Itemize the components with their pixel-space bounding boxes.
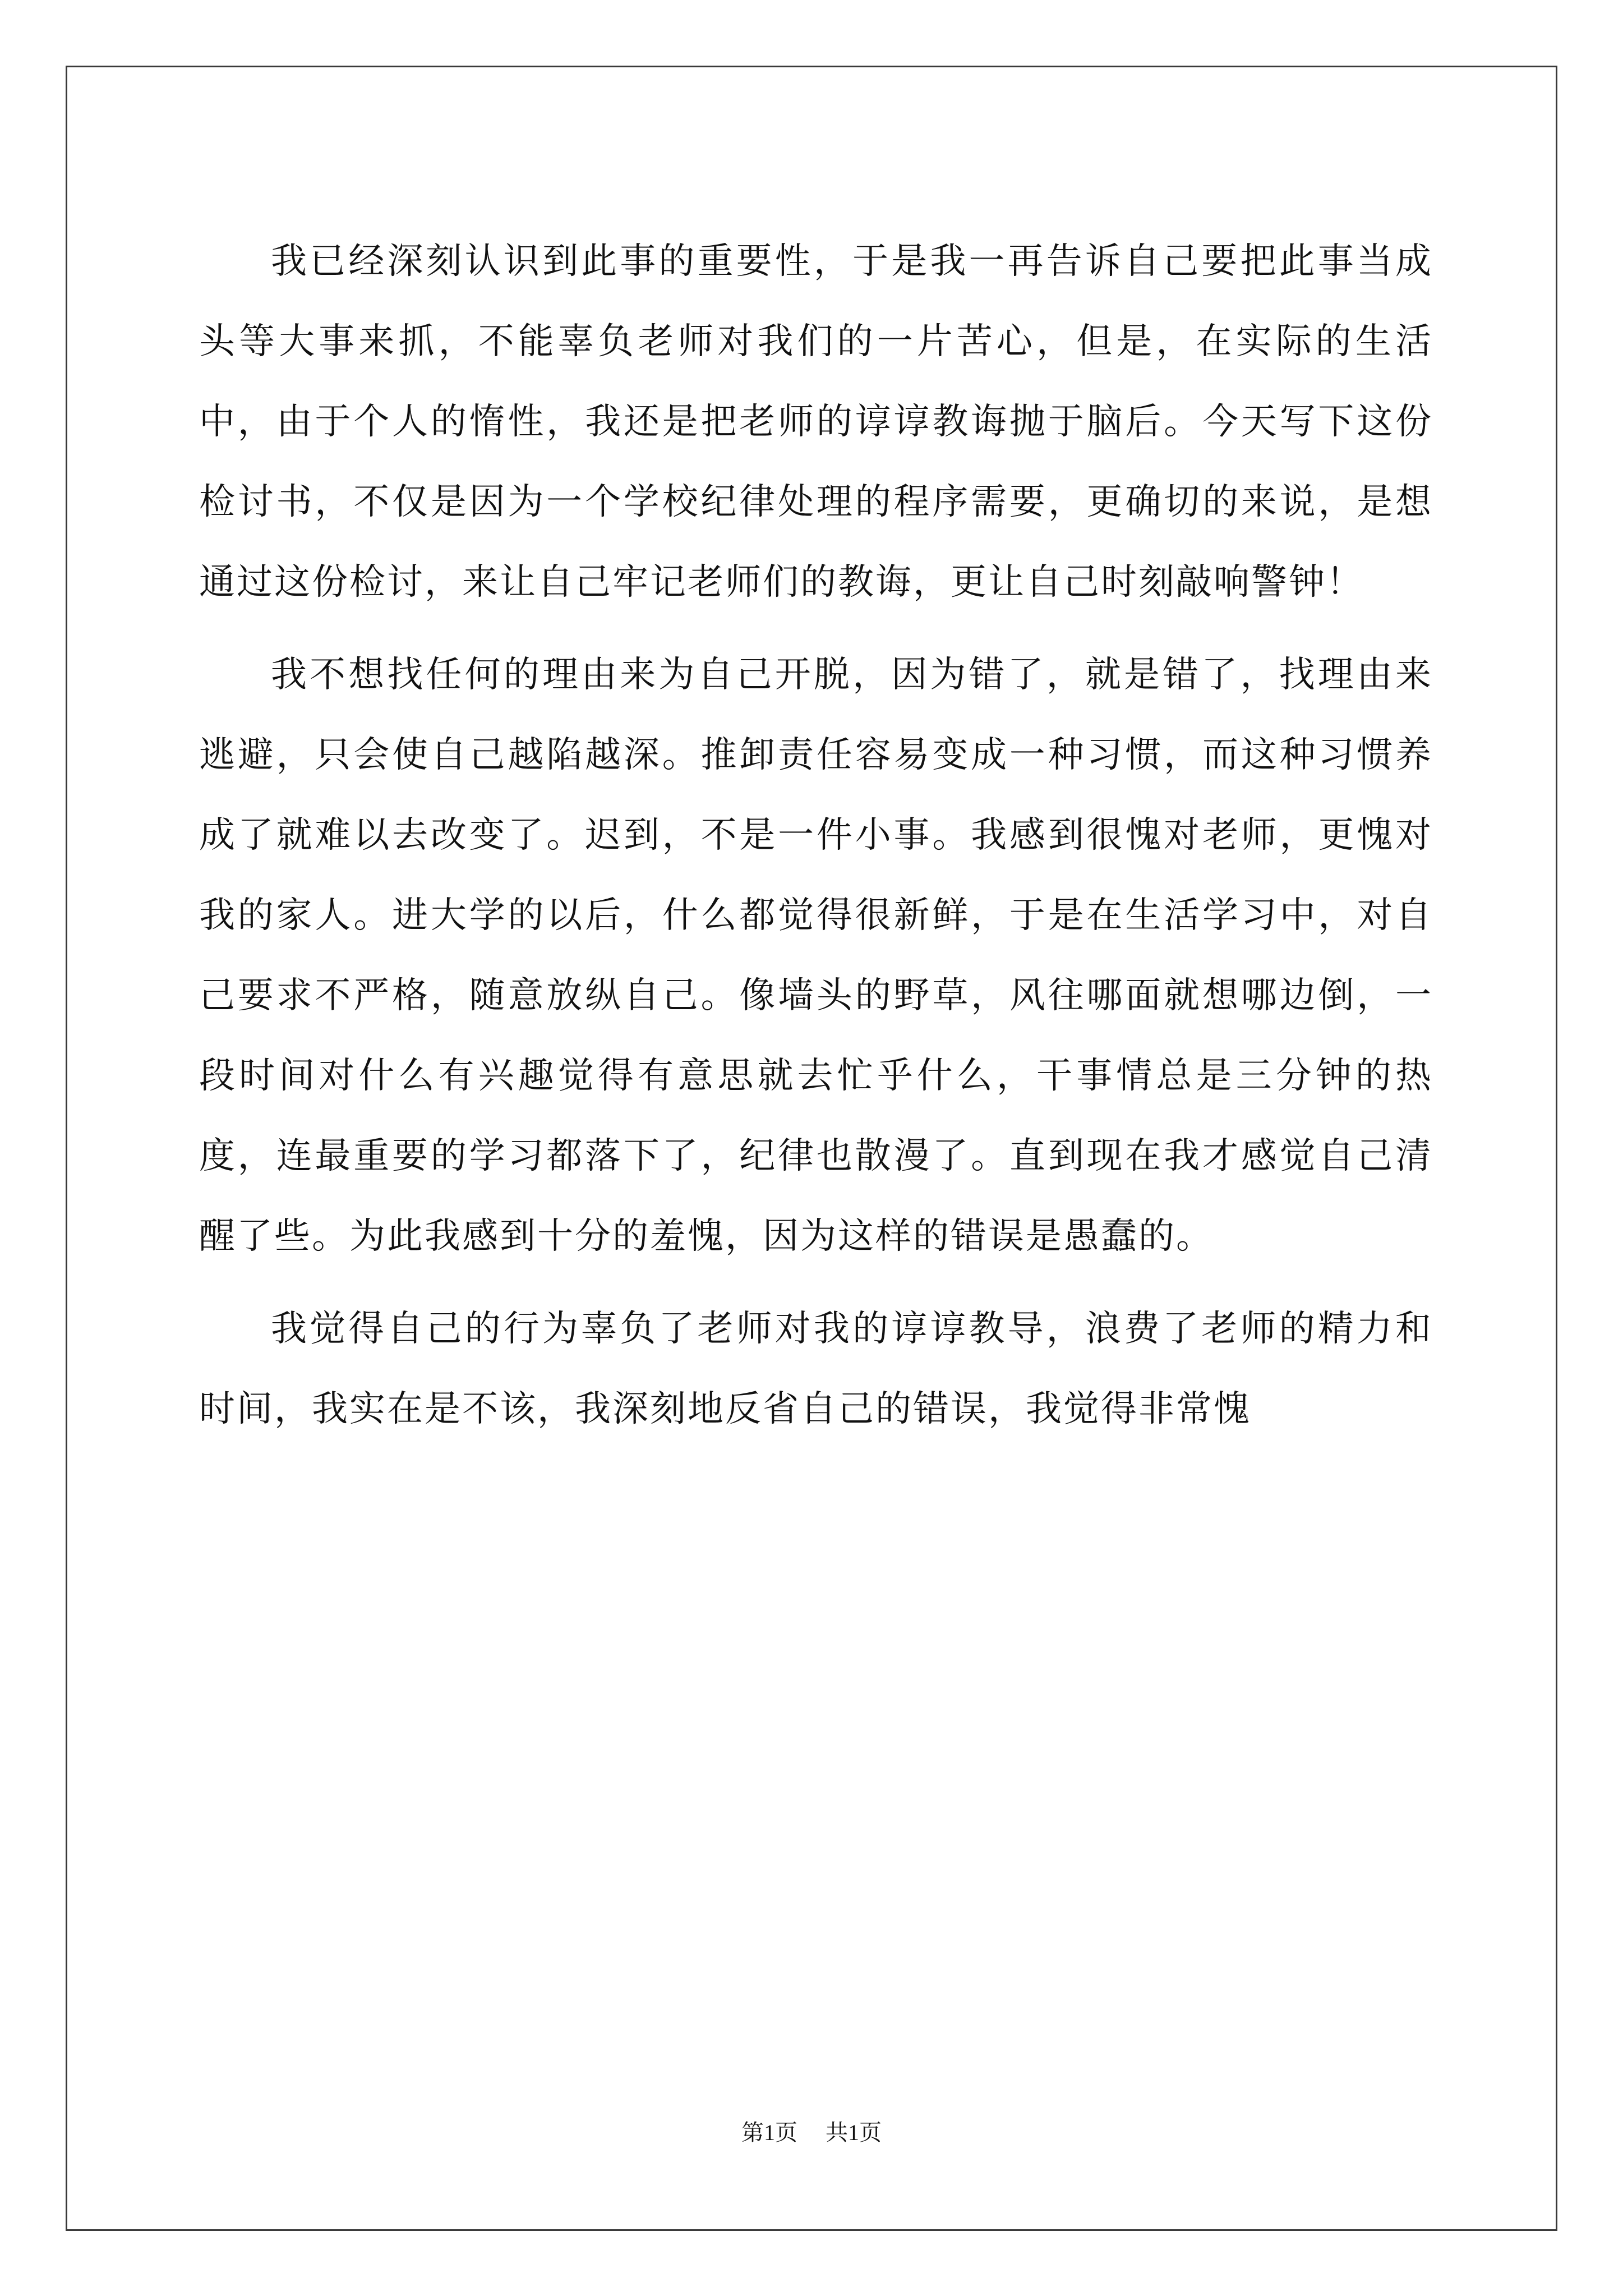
paragraph: 我已经深刻认识到此事的重要性，于是我一再告诉自己要把此事当成头等大事来抓，不能辜负老师对我们的一片苦心，但是，在实际的生活中，由于个人的惰性，我还是把老师的谆谆教诲抛于脑后。今天写下这份检讨书，不仅是因为一个学校纪律处理的程序需要，更确切的来说，是想通过这份检讨，来让自己牢记老师们的教诲，更让自己时刻敲响警钟！ <box>199 241 1433 603</box>
page-number: 第1页 <box>741 2120 797 2145</box>
page-footer <box>0 2115 1623 2147</box>
document-body <box>199 222 1433 1462</box>
page-total: 共1页 <box>826 2120 882 2145</box>
paragraph: 我不想找任何的理由来为自己开脱，因为错了，就是错了，找理由来逃避，只会使自己越陷越深。推卸责任容易变成一种习惯，而这种习惯养成了就难以去改变了。迟到，不是一件小事。我感到很愧对老师，更愧对我的家人。进大学的以后，什么都觉得很新鲜，于是在生活学习中，对自己要求不严格，随意放纵自己。像墙头的野草，风往哪面就想哪边倒，一段时间对什么有兴趣觉得有意思就去忙乎什么，干事情总是三分钟的热度，连最重要的学习都落下了，纪律也散漫了。直到现在我才感觉自己清醒了些。为此我感到十分的羞愧，因为这样的错误是愚蠢的。 <box>199 654 1433 1257</box>
paragraph: 我觉得自己的行为辜负了老师对我的谆谆教导，浪费了老师的精力和时间，我实在是不该，我深刻地反省自己的错误，我觉得非常愧 <box>199 1308 1433 1430</box>
